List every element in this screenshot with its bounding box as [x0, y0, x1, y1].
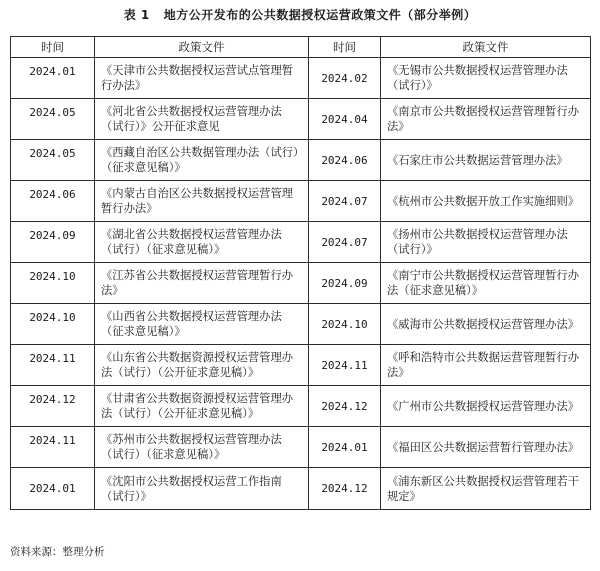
table-row	[11, 99, 591, 140]
table-number: 表 1	[123, 8, 150, 22]
row-doc-right: 《无锡市公共数据授权运营管理办法（试行）》	[381, 58, 591, 99]
row-date-right: 2024.02	[309, 58, 381, 99]
row-date-right: 2024.12	[309, 386, 381, 427]
row-date-left: 2024.11	[11, 427, 95, 468]
row-doc-right: 《福田区公共数据运营暂行管理办法》	[381, 427, 591, 468]
row-date-left: 2024.01	[11, 58, 95, 99]
row-date-right: 2024.11	[309, 345, 381, 386]
table-row	[11, 140, 591, 181]
table-row	[11, 181, 591, 222]
header-doc-right: 政策文件	[381, 37, 591, 58]
row-doc-right: 《杭州市公共数据开放工作实施细则》	[381, 181, 591, 222]
row-doc-right: 《威海市公共数据授权运营管理办法》	[381, 304, 591, 345]
row-date-left: 2024.10	[11, 263, 95, 304]
table-row	[11, 222, 591, 263]
table-row	[11, 263, 591, 304]
row-date-left: 2024.05	[11, 99, 95, 140]
row-date-left: 2024.05	[11, 140, 95, 181]
row-date-right: 2024.07	[309, 181, 381, 222]
row-doc-left: 《西藏自治区公共数据管理办法（试行）（征求意见稿）》	[95, 140, 309, 181]
row-doc-left: 《山西省公共数据授权运营管理办法（征求意见稿）》	[95, 304, 309, 345]
row-date-right: 2024.07	[309, 222, 381, 263]
row-doc-left: 《河北省公共数据授权运营管理办法（试行）》公开征求意见	[95, 99, 309, 140]
row-doc-right: 《南京市公共数据授权运营管理暂行办法》	[381, 99, 591, 140]
row-date-left: 2024.01	[11, 468, 95, 510]
row-doc-right: 《石家庄市公共数据运营管理办法》	[381, 140, 591, 181]
row-date-right: 2024.12	[309, 468, 381, 510]
policy-table	[10, 36, 591, 510]
row-date-right: 2024.09	[309, 263, 381, 304]
row-date-right: 2024.04	[309, 99, 381, 140]
table-row	[11, 386, 591, 427]
row-doc-left: 《江苏省公共数据授权运营管理暂行办法》	[95, 263, 309, 304]
row-doc-right: 《呼和浩特市公共数据运营管理暂行办法》	[381, 345, 591, 386]
row-doc-left: 《苏州市公共数据授权运营管理办法（试行）（征求意见稿）》	[95, 427, 309, 468]
row-doc-left: 《天津市公共数据授权运营试点管理暂行办法》	[95, 58, 309, 99]
row-date-left: 2024.06	[11, 181, 95, 222]
table-row	[11, 468, 591, 510]
header-time-left: 时间	[11, 37, 95, 58]
header-row	[11, 37, 591, 58]
table-row	[11, 304, 591, 345]
row-doc-left: 《内蒙古自治区公共数据授权运营管理暂行办法》	[95, 181, 309, 222]
row-date-left: 2024.09	[11, 222, 95, 263]
table-row	[11, 345, 591, 386]
row-date-right: 2024.06	[309, 140, 381, 181]
row-doc-left: 《山东省公共数据资源授权运营管理办法（试行）（公开征求意见稿）》	[95, 345, 309, 386]
row-date-left: 2024.11	[11, 345, 95, 386]
table-caption	[0, 6, 600, 23]
row-date-right: 2024.10	[309, 304, 381, 345]
row-doc-right: 《浦东新区公共数据授权运营管理若干规定》	[381, 468, 591, 510]
row-doc-right: 《广州市公共数据授权运营管理办法》	[381, 386, 591, 427]
header-time-right: 时间	[309, 37, 381, 58]
row-doc-right: 《南宁市公共数据授权运营管理暂行办法（征求意见稿）》	[381, 263, 591, 304]
table-body	[11, 58, 591, 510]
row-doc-right: 《扬州市公共数据授权运营管理办法（试行）》	[381, 222, 591, 263]
source-note: 资料来源：整理分析	[10, 546, 105, 558]
row-date-left: 2024.10	[11, 304, 95, 345]
table-row	[11, 427, 591, 468]
header-doc-left: 政策文件	[95, 37, 309, 58]
row-doc-left: 《沈阳市公共数据授权运营工作指南（试行）》	[95, 468, 309, 510]
table-row	[11, 58, 591, 99]
row-doc-left: 《湖北省公共数据授权运营管理办法（试行）（征求意见稿）》	[95, 222, 309, 263]
row-doc-left: 《甘肃省公共数据资源授权运营管理办法（试行）（公开征求意见稿）》	[95, 386, 309, 427]
row-date-right: 2024.01	[309, 427, 381, 468]
row-date-left: 2024.12	[11, 386, 95, 427]
table-title: 地方公开发布的公共数据授权运营政策文件（部分举例）	[163, 8, 477, 22]
